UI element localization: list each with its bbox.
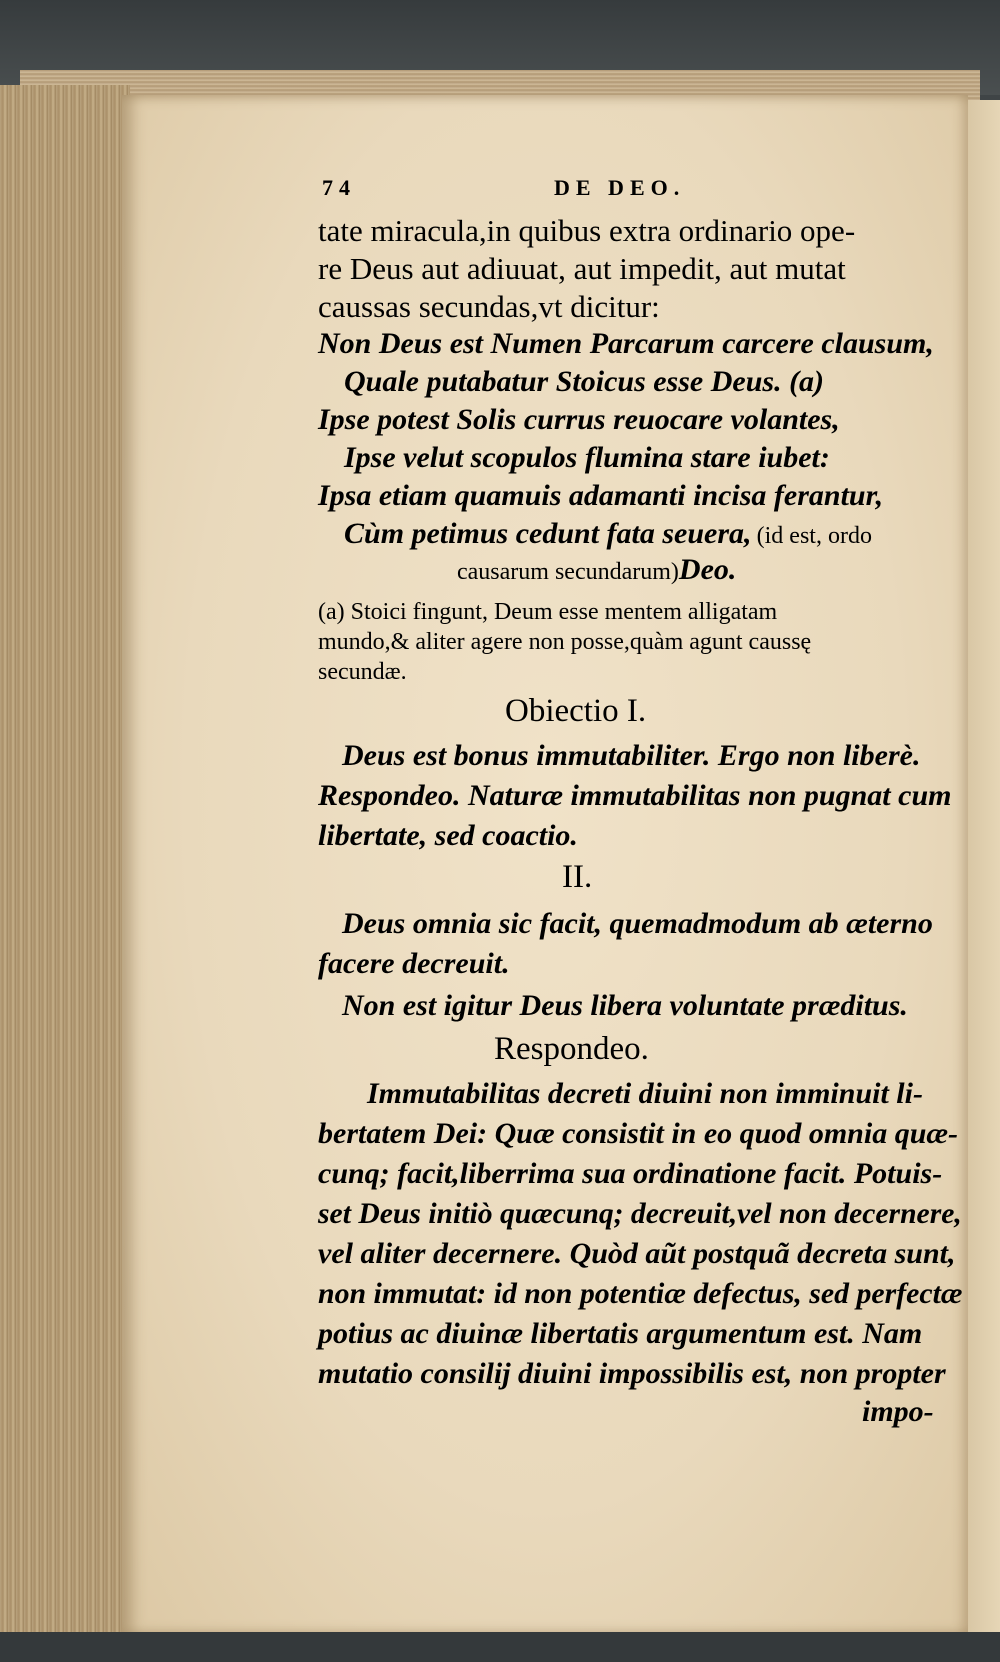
footnote-line: mundo,& aliter agere non posse,quàm agunt caussę xyxy=(318,629,812,655)
verse-italic: Cùm petimus cedunt fata seuera, xyxy=(344,517,752,550)
facing-page-marks xyxy=(972,240,996,1540)
text-line: caussas secundas,vt dicitur: xyxy=(318,289,660,324)
verse-line: Quale putabatur Stoicus esse Deus. (a) xyxy=(344,365,825,398)
verse-italic: Deo. xyxy=(678,553,737,586)
objection-line: libertate, sed coactio. xyxy=(318,819,578,852)
response-line: set Deus initiò quæcunq; decreuit,vel non decernere, xyxy=(318,1197,962,1230)
book-page xyxy=(122,95,968,1635)
section-heading: Obiectio I. xyxy=(505,693,647,729)
text-line: re Deus aut adiuuat, aut impedit, aut mutat xyxy=(318,251,846,286)
response-line: potius ac diuinæ libertatis argumentum est. Nam xyxy=(318,1317,923,1350)
page-number: 74 xyxy=(322,175,356,200)
response-line: mutatio consilij diuini impossibilis est, non propter xyxy=(318,1357,946,1390)
verse-line: Ipsa etiam quamuis adamanti incisa ferantur, xyxy=(318,479,884,512)
section-heading: Respondeo. xyxy=(494,1031,649,1067)
catchword: impo- xyxy=(862,1395,934,1428)
footnote-line: (a) Stoici fingunt, Deum esse mentem alligatam xyxy=(318,599,778,625)
verse-line: Ipse potest Solis currus reuocare volantes, xyxy=(318,403,840,436)
section-heading: II. xyxy=(562,859,593,895)
verse-line xyxy=(457,553,736,587)
response-line: Immutabilitas decreti diuini non imminuit li- xyxy=(367,1077,923,1110)
background-bottom xyxy=(0,1632,1000,1662)
book-page-edges xyxy=(0,85,130,1662)
objection-line: Deus omnia sic facit, quemadmodum ab æterno xyxy=(342,907,933,940)
verse-gloss: causarum secundarum) xyxy=(457,559,679,585)
objection-line: Deus est bonus immutabiliter. Ergo non liberè. xyxy=(342,739,921,772)
response-line: non immutat: id non potentiæ defectus, sed perfectæ xyxy=(318,1277,963,1310)
objection-line: Non est igitur Deus libera voluntate præditus. xyxy=(342,989,908,1022)
objection-line: Respondeo. Naturæ immutabilitas non pugnat cum xyxy=(318,779,952,812)
verse-line: Non Deus est Numen Parcarum carcere clausum, xyxy=(318,327,934,360)
verse-line xyxy=(344,517,872,551)
verse-line: Ipse velut scopulos flumina stare iubet: xyxy=(344,441,830,474)
text-line: tate miracula,in quibus extra ordinario ope- xyxy=(318,213,856,248)
response-line: bertatem Dei: Quæ consistit in eo quod omnia quæ- xyxy=(318,1117,959,1150)
response-line: vel aliter decernere. Quòd aũt postquã decreta sunt, xyxy=(318,1237,956,1270)
verse-gloss: (id est, ordo xyxy=(756,523,872,549)
response-line: cunq; facit,liberrima sua ordinatione facit. Potuis- xyxy=(318,1157,943,1190)
running-head: DE DEO. xyxy=(554,175,686,200)
footnote-line: secundæ. xyxy=(318,659,407,685)
objection-line: facere decreuit. xyxy=(318,947,510,980)
